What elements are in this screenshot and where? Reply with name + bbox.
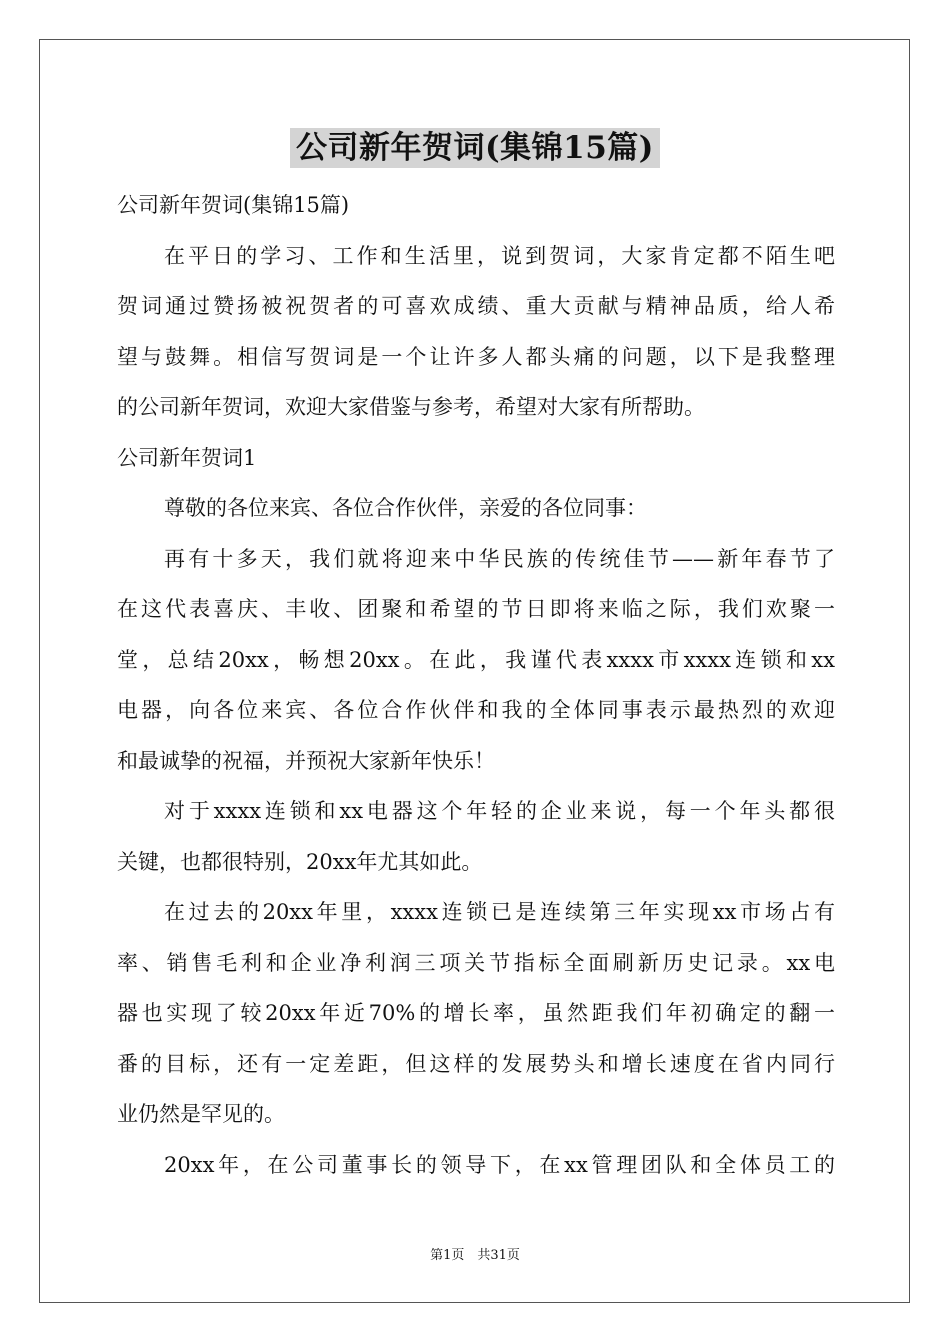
text-line: 的公司新年贺词，欢迎大家借鉴与参考，希望对大家有所帮助。 — [117, 395, 705, 419]
page-footer: 第1页 共31页 — [430, 1248, 520, 1263]
text-line: 堂，总结20xx，畅想20xx。在此，我谨代表xxxx市xxxx连锁和xx — [117, 647, 835, 672]
text-line: 率、销售毛利和企业净利润三项关节指标全面刷新历史记录。xx电 — [117, 950, 835, 975]
document-body — [117, 180, 835, 1190]
text-line: 在平日的学习、工作和生活里，说到贺词，大家肯定都不陌生吧 — [164, 243, 835, 268]
text-line: 和最诚挚的祝福，并预祝大家新年快乐！ — [117, 748, 495, 773]
document-title: 公司新年贺词(集锦15篇) — [290, 128, 660, 168]
text-line: 电器，向各位来宾、各位合作伙伴和我的全体同事表示最热烈的欢迎 — [117, 698, 835, 722]
text-line: 公司新年贺词1 — [117, 445, 257, 470]
text-line: 望与鼓舞。相信写贺词是一个让许多人都头痛的问题，以下是我整理 — [117, 344, 835, 369]
text-line: 器也实现了较20xx年近70%的增长率，虽然距我们年初确定的翻一 — [117, 1001, 835, 1025]
text-line: 业仍然是罕见的。 — [117, 1102, 285, 1126]
text-line: 尊敬的各位来宾、各位合作伙伴，亲爱的各位同事： — [164, 496, 647, 520]
text-line: 对于xxxx连锁和xx电器这个年轻的企业来说，每一个年头都很 — [164, 799, 835, 823]
title-container — [0, 128, 950, 168]
text-line: 贺词通过赞扬被祝贺者的可喜欢成绩、重大贡献与精神品质，给人希 — [117, 294, 835, 318]
text-line: 20xx年，在公司董事长的领导下，在xx管理团队和全体员工的 — [164, 1152, 835, 1177]
text-line: 关键，也都很特别，20xx年尤其如此。 — [117, 849, 483, 874]
text-line: 在过去的20xx年里，xxxx连锁已是连续第三年实现xx市场占有 — [164, 900, 835, 924]
text-line: 再有十多天，我们就将迎来中华民族的传统佳节——新年春节了 — [164, 546, 835, 571]
text-line: 公司新年贺词(集锦15篇) — [117, 193, 350, 217]
text-line: 番的目标，还有一定差距，但这样的发展势头和增长速度在省内同行 — [117, 1051, 835, 1076]
text-line: 在这代表喜庆、丰收、团聚和希望的节日即将来临之际，我们欢聚一 — [117, 597, 835, 621]
